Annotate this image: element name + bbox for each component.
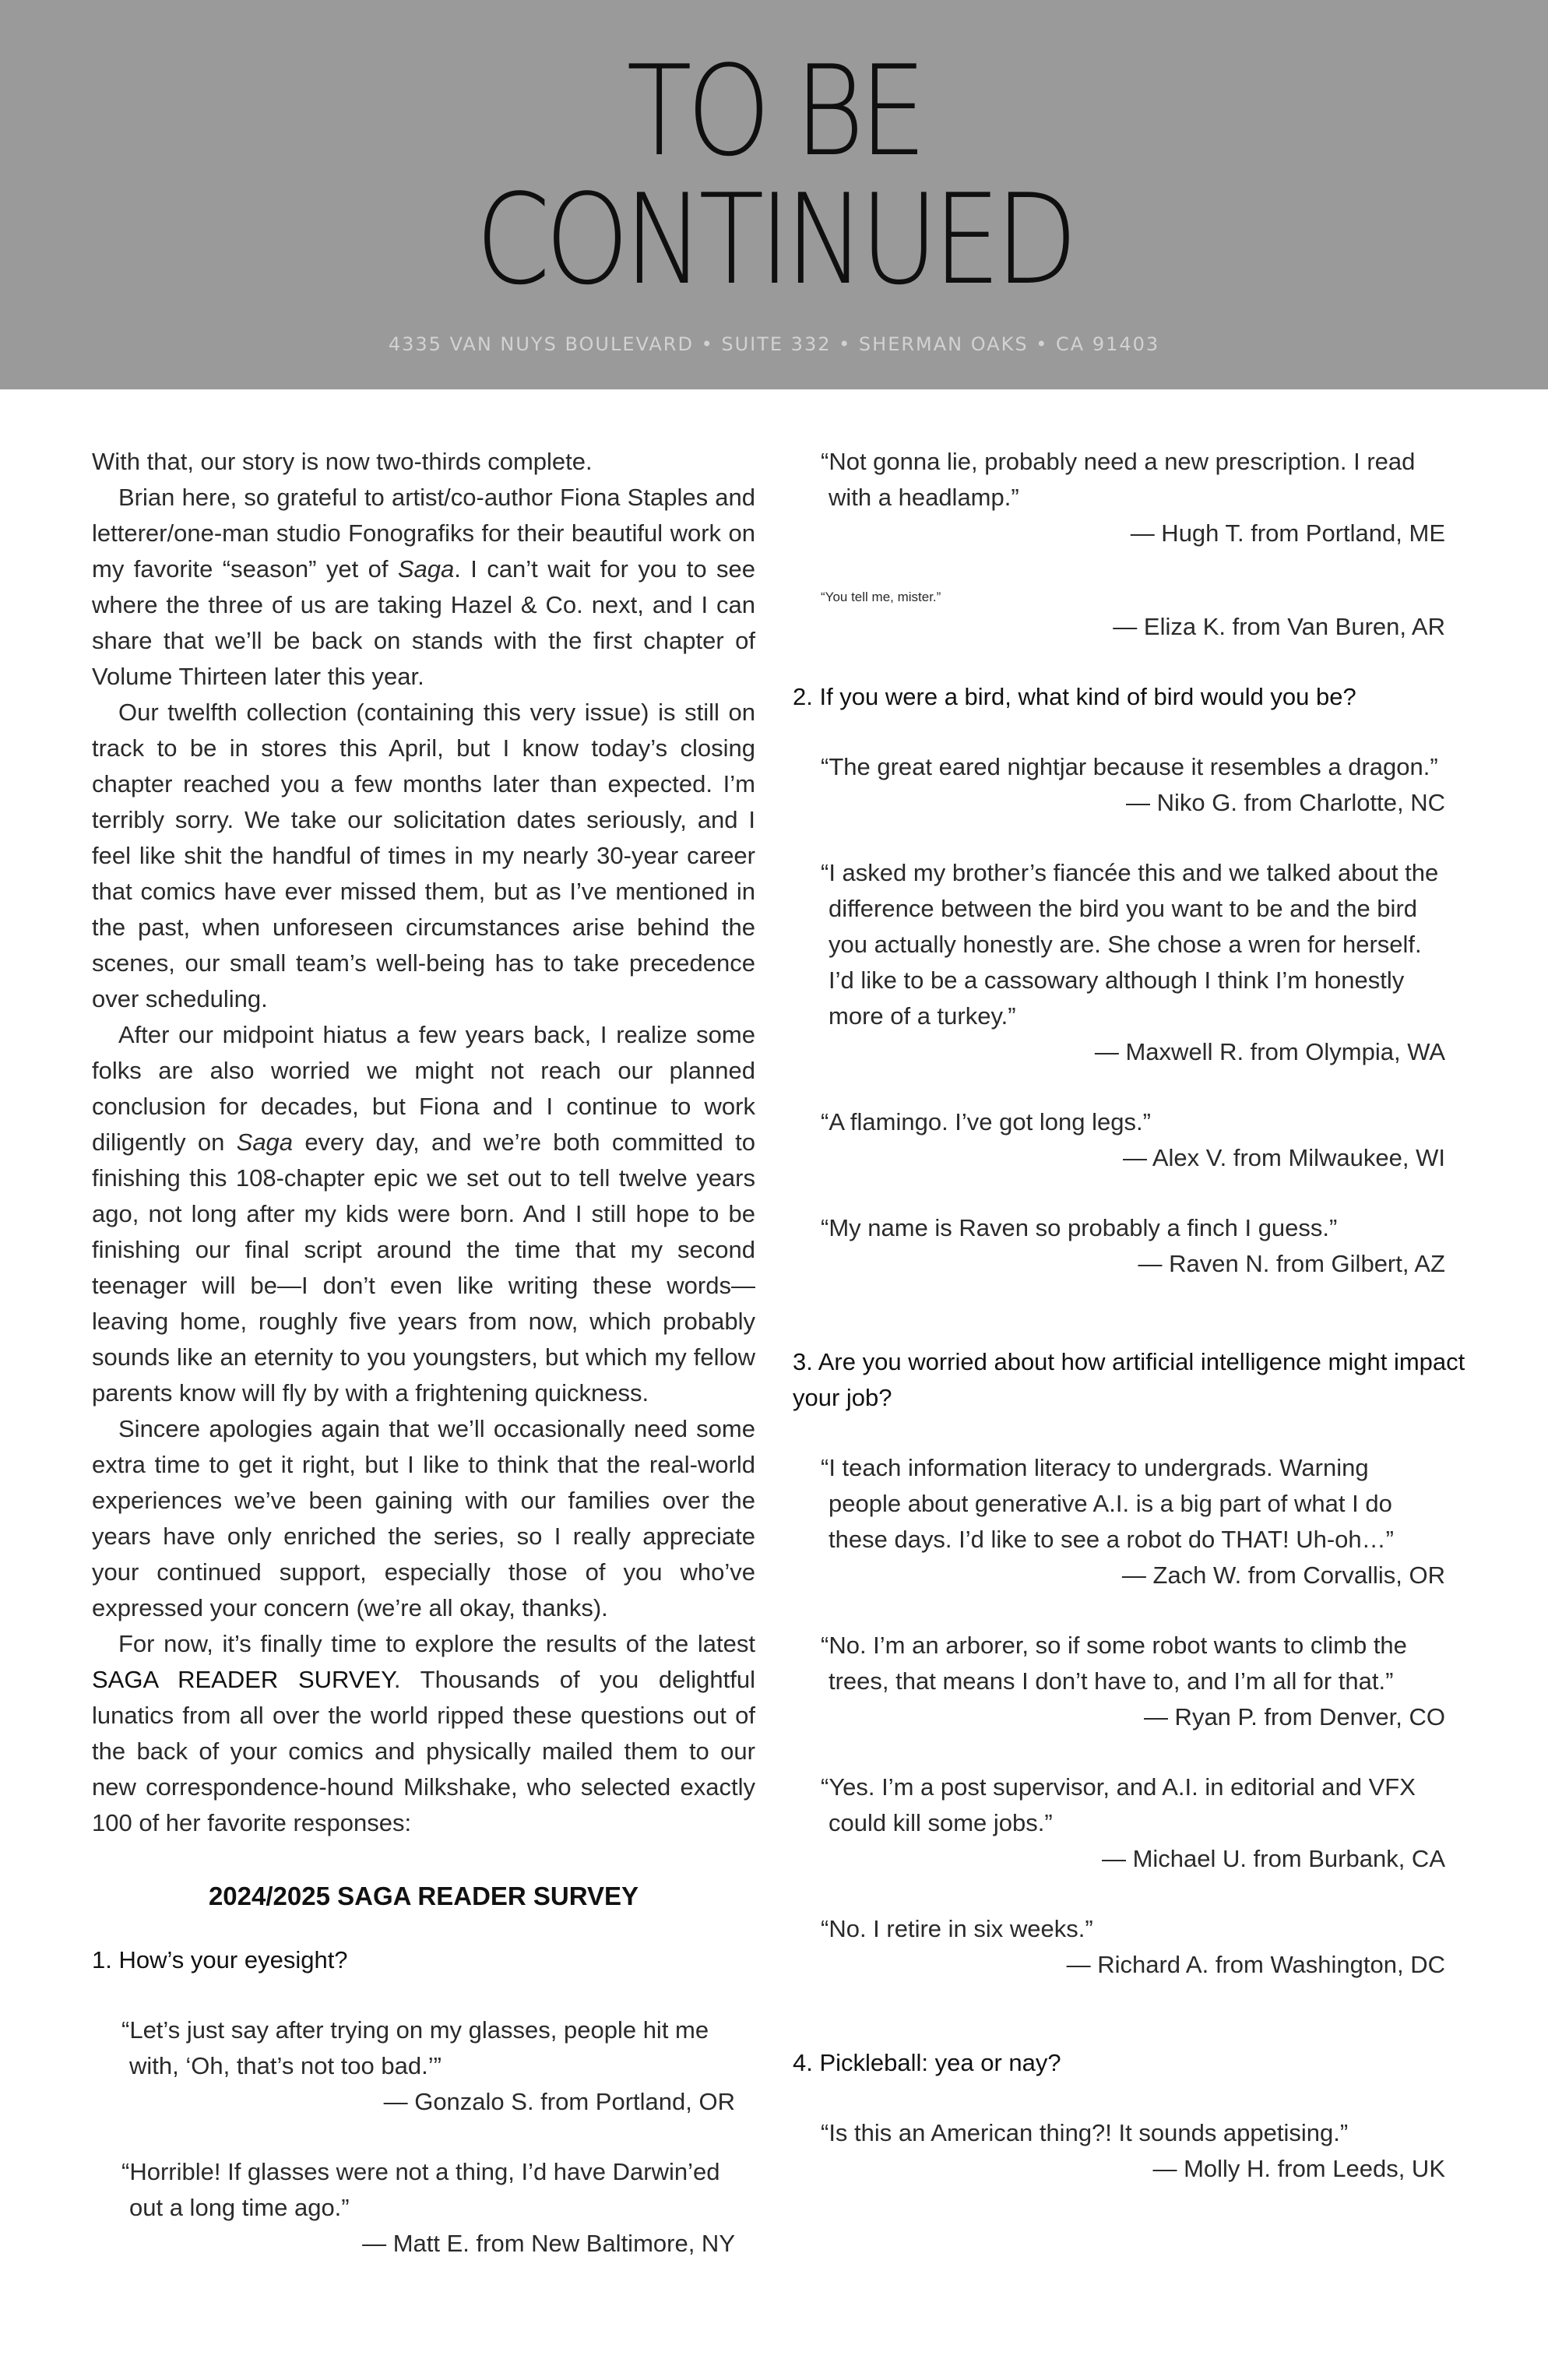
intro-paragraph-6-text-a: For now, it’s finally time to explore the results of the latest (118, 1630, 755, 1657)
answer-item (821, 1769, 1478, 1877)
answer-quote: “Not gonna lie, probably need a new prescription. I read with a headlamp.” (821, 448, 1416, 511)
intro-paragraph-2-text-a: Brian here, so grateful to artist/co-author Fiona Staples and letterer/one-man studio Fonografiks for their beautiful work on my favorite “season” yet of (92, 484, 755, 583)
question-4: 4. Pickleball: yea or nay? (793, 2049, 1061, 2076)
answer-quote: “Let’s just say after trying on my glasses, people hit me with, ‘Oh, that’s not too bad.’” (121, 2016, 709, 2079)
answer-attribution: — Hugh T. from Portland, ME (1130, 519, 1445, 547)
intro-paragraph-2-italic: Saga (397, 555, 455, 583)
answer-attribution: — Ryan P. from Denver, CO (1143, 1703, 1445, 1730)
answer-attribution: — Zach W. from Corvallis, OR (1121, 1561, 1445, 1589)
question-2: 2. If you were a bird, what kind of bird would you be? (793, 683, 1356, 710)
page-title (108, 38, 1440, 312)
answer-quote: “Horrible! If glasses were not a thing, I’d have Darwin’ed out a long time ago.” (121, 2158, 720, 2221)
answer-quote: “I teach information literacy to undergrads. Warning people about generative A.I. is a big part of what I do these days. I’d like to see a robot do THAT! Uh-oh…” (821, 1454, 1394, 1553)
header-banner (0, 0, 1548, 389)
section-spacer (793, 1316, 1478, 1344)
intro-paragraph-6-text-b: . Thousands of you delightful lunatics from all over the world ripped these questions out of the back of your comics and physically mailed them to our new correspondence-hound Milkshake, who selected exactly 100 of her favorite responses: (92, 1666, 756, 1836)
answer-item (821, 586, 1478, 645)
intro-paragraph-1: With that, our story is now two-thirds complete. (92, 448, 593, 475)
right-column (793, 444, 1478, 2221)
intro-paragraph-5: Sincere apologies again that we’ll occasionally need some extra time to get it right, but I like to think that the real-world experiences we’ve been gaining with our families over the years have only enriched the series, so I really appreciate your continued support, especially those of you who’ve expressed your concern (we’re all okay, thanks). (92, 1415, 755, 1621)
answer-quote: “My name is Raven so probably a finch I guess.” (821, 1214, 1338, 1241)
question-1: 1. How’s your eyesight? (92, 1946, 348, 1973)
answer-quote: “You tell me, mister.” (821, 590, 941, 604)
answer-quote: “I asked my brother’s fiancée this and we talked about the difference between the bird you want to be and the bird you actually honestly are. She chose a wren for herself. I’d like to be a cassowary although I think I’m honestly more of a turkey.” (821, 859, 1439, 1030)
answer-attribution: — Gonzalo S. from Portland, OR (383, 2088, 735, 2115)
intro-paragraph-4-text-a: After our midpoint hiatus a few years back, I realize some folks are also worried we might not reach our planned conclusion for decades, but Fiona and I continue to work diligently on (92, 1021, 755, 1156)
answer-item (821, 444, 1478, 551)
left-column (92, 444, 755, 2296)
answer-item (821, 855, 1478, 1070)
answer-attribution: — Maxwell R. from Olympia, WA (1094, 1038, 1445, 1065)
answer-quote: “The great eared nightjar because it resembles a dragon.” (821, 753, 1438, 780)
answer-item (121, 2012, 755, 2120)
answer-quote: “No. I’m an arborer, so if some robot wants to climb the trees, that means I don’t have to, and I’m all for that.” (821, 1632, 1407, 1695)
title-line-1: TO BE (626, 38, 922, 184)
answer-attribution: — Alex V. from Milwaukee, WI (1122, 1144, 1445, 1171)
section-spacer (793, 2017, 1478, 2045)
answer-quote: “No. I retire in six weeks.” (821, 1915, 1093, 1942)
answer-attribution: — Eliza K. from Van Buren, AR (1113, 613, 1445, 640)
answer-quote: “A flamingo. I’ve got long legs.” (821, 1108, 1151, 1135)
answer-item (821, 2115, 1478, 2187)
answer-item (121, 2154, 755, 2262)
answer-quote: “Yes. I’m a post supervisor, and A.I. in editorial and VFX could kill some jobs.” (821, 1773, 1416, 1836)
intro-paragraph-4-text-b: every day, and we’re both committed to finishing this 108-chapter epic we set out to tell twelve years ago, not long after my kids were born. And I still hope to be finishing our final script around the time that my second teenager will be—I don’t even like writing these words—leaving home, roughly five years from now, which probably sounds like an eternity to you youngsters, but which my fellow parents know will fly by with a frightening quickness. (92, 1128, 755, 1407)
answer-item (821, 1210, 1478, 1282)
answer-attribution: — Richard A. from Washington, DC (1066, 1951, 1445, 1978)
title-line-2: CONTINUED (475, 167, 1073, 312)
question-3: 3. Are you worried about how artificial intelligence might impact your job? (793, 1348, 1465, 1411)
intro-paragraph-6 (92, 1626, 755, 1841)
intro-paragraph-2 (92, 480, 755, 695)
answer-item (821, 1104, 1478, 1176)
answer-attribution: — Niko G. from Charlotte, NC (1126, 789, 1445, 816)
answer-item (821, 1911, 1478, 1983)
answer-quote: “Is this an American thing?! It sounds appetising.” (821, 2119, 1349, 2146)
survey-name-caps: SAGA READER SURVEY (92, 1666, 394, 1693)
answer-attribution: — Matt E. from New Baltimore, NY (362, 2230, 735, 2257)
answer-item (821, 1450, 1478, 1593)
mailing-address: 4335 VAN NUYS BOULEVARD • SUITE 332 • SHERMAN OAKS • CA 91403 (388, 333, 1160, 355)
intro-paragraph-4-italic: Saga (236, 1128, 294, 1156)
answer-attribution: — Molly H. from Leeds, UK (1152, 2155, 1445, 2182)
answer-item (821, 749, 1478, 821)
answer-attribution: — Raven N. from Gilbert, AZ (1138, 1250, 1445, 1277)
answer-item (821, 1628, 1478, 1735)
intro-paragraph-4 (92, 1017, 755, 1411)
answer-attribution: — Michael U. from Burbank, CA (1101, 1845, 1445, 1872)
survey-title: 2024/2025 SAGA READER SURVEY (208, 1882, 639, 1910)
intro-paragraph-2-text-b: . I can’t wait for you to see where the three of us are taking Hazel & Co. next, and I can share that we’ll be back on stands with the first chapter of Volume Thirteen later this year. (92, 555, 755, 690)
intro-paragraph-3: Our twelfth collection (containing this very issue) is still on track to be in stores this April, but I know today’s closing chapter reached you a few months later than expected. I’m terribly sorry. We take our solicitation dates seriously, and I feel like shit the handful of times in my nearly 30-year career that comics have ever missed them, but as I’ve mentioned in the past, when unforeseen circumstances arise behind the scenes, our small team’s well-being has to take precedence over scheduling. (92, 699, 755, 1012)
